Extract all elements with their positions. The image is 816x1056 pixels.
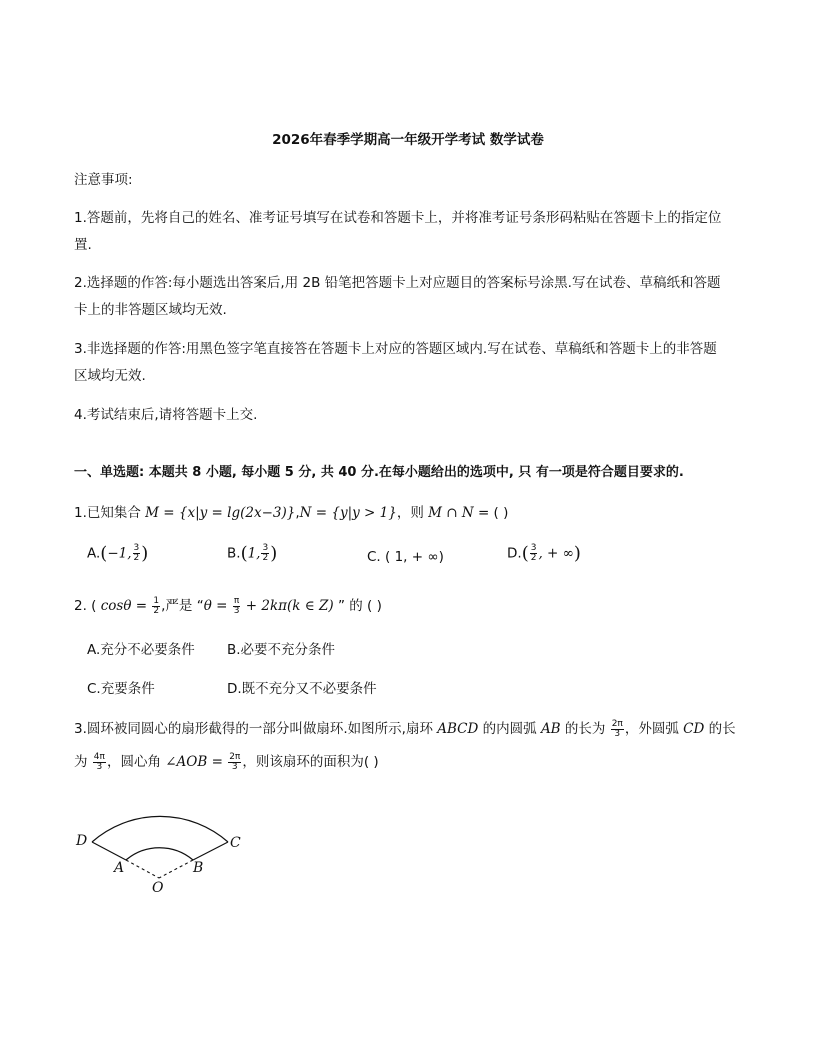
section-1-heading: 一、单选题: 本题共 8 小题, 每小题 5 分, 共 40 分.在每小题给出的选项中, 只 有一项是符合题目要求的. [74,465,684,480]
notice-item-2-line-2: 卡上的非答题区域均无效. [74,302,227,318]
q2-stem-a: 2. ( [74,598,101,614]
notice-item-3-line-1: 3.非选择题的作答:用黑色签字笔直接答在答题卡上对应的答题区域内.写在试卷、草稿纸和答题卡上的非答题 [74,341,717,357]
q3-frac3-num: 2π [229,751,241,762]
page-title: 2026年春季学期高一年级开学考试 数学试卷 [272,132,544,148]
q1-set-m: M = {x|y = lg(2x−3)} [145,505,296,521]
label-a: A [114,860,125,876]
q2-frac1-num: 1 [153,595,160,606]
q1-option-a: A.(−1, $\frac{3}{2}$ ) [87,543,149,564]
dashed-radius-bo [159,860,193,878]
q2-option-a: A.充分不必要条件 [87,642,195,658]
outer-arc-cd [92,816,228,842]
annular-sector-figure [70,790,260,900]
q3-line1-b: 的内圆弧 [478,721,541,737]
q3-ab: AB [540,721,561,737]
q2-frac2-num: π [233,595,240,606]
q1-option-b-num: 3 [262,543,269,553]
q1-set-n: N = {y|y > 1} [299,505,397,521]
q1-option-c: C. ( 1, + ∞) [367,549,444,565]
q2-stem-b: ,严是 “ [161,598,204,614]
q2-eq: = [131,598,152,614]
q3-line2-b: ，圆心角 [106,754,166,770]
question-3-line-2 [74,748,379,776]
q3-line1-d: ，外圆弧 [624,721,684,737]
label-d: D [76,833,88,849]
q2-theta: θ = [203,598,232,614]
q3-frac2-den: 3 [96,761,103,772]
q3-line1-a: 3.圆环被同圆心的扇形截得的一部分叫做扇环.如图所示,扇环 [74,721,438,737]
q3-frac1-den: 3 [614,728,621,739]
notice-item-1-line-2: 置. [74,237,92,253]
q2-rest: + 2kπ(k ∈ Z) [241,598,334,614]
q2-option-b: B.必要不充分条件 [227,642,336,658]
q1-option-a-lead: −1, [107,545,132,562]
label-o: O [152,880,164,896]
q2-option-d: D.既不充分又不必要条件 [227,681,377,697]
question-2-stem [74,592,382,620]
dashed-radius-ao [126,860,159,878]
q1-option-a-den: 2 [133,553,140,563]
q3-line1-c: 的长为 [560,721,610,737]
side-cb [193,842,228,860]
q1-option-d-den: 2 [530,553,537,563]
q3-frac1-num: 2π [611,718,623,729]
label-b: B [193,860,204,876]
q1-stem-a: 1.已知集合 [74,505,146,521]
q1-option-d-num: 3 [530,543,537,553]
q1-option-b-den: 2 [262,553,269,563]
q1-stem-b: ，则 [396,505,429,521]
q1-option-a-num: 3 [133,543,140,553]
notice-item-2-line-1: 2.选择题的作答:每小题选出答案后,用 2B 铅笔把答题卡上对应题目的答案标号涂黑.写在试卷、草稿纸和答题 [74,275,721,291]
q2-frac1-den: 2 [153,605,160,616]
q2-frac2-den: 3 [233,605,240,616]
q3-line2-c: ，则该扇环的面积为( ) [242,754,379,770]
q1-option-d: D.( $\frac{3}{2}$ , + ∞) [507,543,581,564]
question-3-line-1 [74,715,736,743]
q3-frac3-den: 3 [231,761,238,772]
q1-option-d-prefix: D. [507,545,522,562]
q2-cos: cosθ [100,598,132,614]
notice-item-1-line-1: 1.答题前，先将自己的姓名、准考证号填写在试卷和答题卡上，并将准考证号条形码粘贴在答题卡上的指定位 [74,210,722,226]
q3-line2-a: 为 [74,754,92,770]
q1-comma: , [295,505,300,521]
q1-option-b: B.(1, $\frac{3}{2}$ ) [227,543,278,564]
q1-stem-c: = ( ) [473,505,509,521]
q2-option-c: C.充要条件 [87,681,155,697]
q3-abcd: ABCD [437,721,479,737]
q3-angle: ∠AOB = [165,754,228,770]
side-da [92,842,126,860]
q1-option-b-prefix: B. [227,545,241,562]
q1-option-b-lead: 1, [247,545,261,562]
q1-option-d-tail: , + ∞ [538,545,574,562]
notice-heading: 注意事项: [74,172,133,188]
label-c: C [230,835,241,851]
q3-cd: CD [683,721,705,737]
q3-line1-e: 的长 [704,721,736,737]
notice-item-4: 4.考试结束后,请将答题卡上交. [74,407,258,423]
inner-arc-ab [126,848,193,860]
q1-expr: M ∩ N [428,505,474,521]
q3-frac2-num: 4π [93,751,105,762]
q2-stem-c: ” 的 ( ) [333,598,382,614]
q1-option-a-prefix: A. [87,545,101,562]
question-1-stem [74,499,508,527]
notice-item-3-line-2: 区域均无效. [74,368,146,384]
